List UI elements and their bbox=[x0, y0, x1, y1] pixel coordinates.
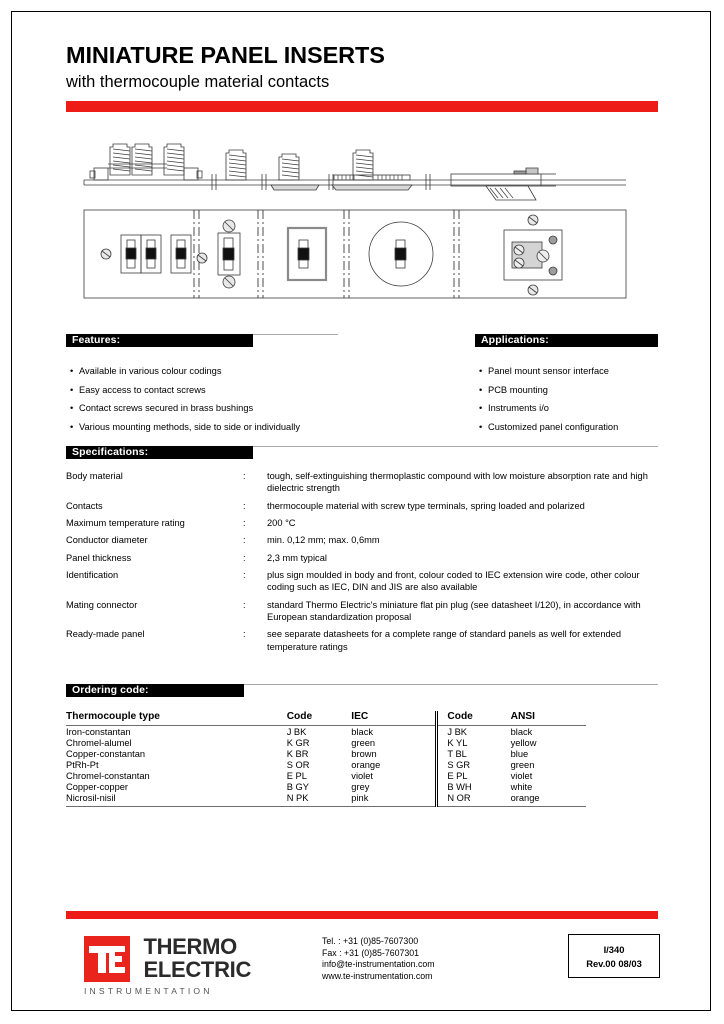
spec-separator: : bbox=[243, 500, 246, 511]
ordering-table bbox=[66, 711, 586, 807]
column-header-iec-code: Code bbox=[287, 711, 352, 726]
cell-iec-code: E PL bbox=[286, 770, 307, 781]
cell-type: Copper-constantan bbox=[66, 748, 146, 759]
cell-type: Chromel-alumel bbox=[66, 737, 132, 748]
column-header-ansi-colour: ANSI bbox=[511, 711, 586, 726]
table-row bbox=[66, 737, 586, 748]
cell-type: PtRh-Pt bbox=[66, 759, 99, 770]
spec-label: Maximum temperature rating bbox=[66, 517, 185, 528]
spec-row bbox=[66, 552, 658, 564]
spec-label: Identification bbox=[66, 570, 119, 581]
list-item: • Contact screws secured in brass bushings bbox=[70, 399, 450, 418]
contact-email[interactable]: info@te-instrumentation.com bbox=[322, 959, 435, 970]
specifications-heading: Specifications: bbox=[66, 446, 253, 459]
list-item: • Various mounting methods, side to side or individually bbox=[70, 418, 450, 437]
contact-tel: Tel. : +31 (0)85-7607300 bbox=[322, 936, 419, 946]
bullet-icon: • bbox=[479, 366, 483, 376]
spec-value: min. 0,12 mm; max. 0,6mm bbox=[267, 535, 380, 546]
cell-iec-code: K GR bbox=[286, 737, 310, 748]
cell-ansi-colour: black bbox=[510, 726, 533, 737]
cell-iec-colour: black bbox=[351, 726, 374, 737]
spec-label: Conductor diameter bbox=[66, 535, 148, 546]
spec-separator: : bbox=[243, 517, 246, 528]
ordering-heading: Ordering code: bbox=[66, 684, 244, 697]
features-heading: Features: bbox=[66, 334, 253, 347]
logo-line-2: ELECTRIC bbox=[143, 956, 252, 982]
cell-ansi-colour: violet bbox=[510, 770, 533, 781]
cell-type: Nicrosil-nisil bbox=[66, 793, 287, 807]
contact-website[interactable]: www.te-instrumentation.com bbox=[322, 970, 433, 981]
bullet-icon: • bbox=[70, 421, 74, 432]
spec-row bbox=[66, 470, 658, 494]
spec-row bbox=[66, 500, 658, 512]
spec-label: Ready-made panel bbox=[66, 629, 145, 640]
cell-iec-colour: brown bbox=[351, 748, 377, 759]
spec-value: 200 °C bbox=[267, 517, 296, 528]
list-item: • Easy access to contact screws bbox=[70, 381, 450, 400]
list-item: • Available in various colour codings bbox=[70, 362, 450, 381]
page-subtitle: with thermocouple material contacts bbox=[66, 73, 330, 91]
contact-fax: Fax : +31 (0)85-7607301 bbox=[322, 947, 420, 958]
product-technical-drawing bbox=[66, 130, 658, 315]
cell-iec-colour: violet bbox=[351, 770, 374, 781]
spec-separator: : bbox=[243, 570, 246, 581]
document-code: I/340 bbox=[603, 944, 625, 955]
spec-value: thermocouple material with screw type terminals, spring loaded and polarized bbox=[267, 500, 585, 511]
cell-iec-code: S OR bbox=[286, 759, 310, 770]
bullet-icon: • bbox=[479, 403, 483, 414]
cell-ansi-colour: orange bbox=[511, 793, 586, 807]
spec-row bbox=[66, 628, 658, 652]
cell-ansi-code: B WH bbox=[437, 781, 511, 792]
cell-iec-colour: pink bbox=[351, 793, 437, 807]
applications-list bbox=[479, 362, 679, 436]
spec-label: Mating connector bbox=[66, 599, 138, 610]
logo-wordmark bbox=[143, 936, 251, 981]
column-header-type: Thermocouple type bbox=[66, 711, 287, 726]
spec-separator: : bbox=[243, 552, 246, 563]
cell-iec-colour: green bbox=[351, 737, 376, 748]
cell-ansi-code: T BL bbox=[437, 748, 511, 759]
company-logo bbox=[84, 934, 252, 996]
column-header-iec-colour: IEC bbox=[351, 711, 437, 726]
logo-tagline: INSTRUMENTATION bbox=[84, 986, 213, 996]
spec-row bbox=[66, 517, 658, 529]
table-row bbox=[66, 781, 586, 792]
bullet-icon: • bbox=[70, 403, 74, 414]
table-header-row bbox=[66, 711, 586, 726]
list-item: • PCB mounting bbox=[479, 381, 679, 400]
spec-separator: : bbox=[243, 599, 246, 610]
spec-value: see separate datasheets for a complete range of standard panels as well for extended temperature ratings bbox=[267, 629, 622, 652]
cell-iec-colour: grey bbox=[351, 782, 370, 793]
spec-row bbox=[66, 599, 658, 623]
table-row bbox=[66, 793, 586, 807]
spec-separator: : bbox=[243, 471, 246, 481]
document-revision: Rev.00 08/03 bbox=[586, 958, 642, 969]
cell-iec-code: K BR bbox=[286, 748, 309, 759]
logo-line-1: THERMO bbox=[143, 934, 237, 959]
page-title: MINIATURE PANEL INSERTS bbox=[66, 42, 385, 68]
spec-label: Contacts bbox=[66, 500, 103, 511]
te-monogram-icon bbox=[84, 936, 130, 982]
cell-type: Iron-constantan bbox=[66, 726, 131, 737]
cell-iec-code: N PK bbox=[287, 793, 352, 807]
cell-ansi-code: J BK bbox=[437, 726, 511, 738]
table-row bbox=[66, 770, 586, 781]
bullet-icon: • bbox=[479, 384, 483, 395]
cell-iec-code: J BK bbox=[286, 726, 307, 737]
document-code-box bbox=[568, 934, 660, 978]
cell-ansi-colour: green bbox=[510, 759, 535, 770]
list-item: • Customized panel configuration bbox=[479, 418, 679, 437]
cell-type: Chromel-constantan bbox=[66, 770, 150, 781]
contact-details bbox=[322, 936, 435, 982]
cell-ansi-colour: blue bbox=[510, 748, 529, 759]
table-row bbox=[66, 726, 586, 738]
features-list bbox=[70, 362, 450, 436]
table-row bbox=[66, 748, 586, 759]
spec-value: standard Thermo Electric's miniature flat pin plug (see datasheet I/120), in accordance with European standardization proposal bbox=[267, 599, 641, 622]
cell-type: Copper-copper bbox=[66, 782, 129, 793]
spec-row bbox=[66, 569, 658, 593]
specifications-table bbox=[66, 470, 658, 658]
spec-label: Panel thickness bbox=[66, 552, 132, 563]
features-heading-rule bbox=[253, 334, 338, 335]
spec-separator: : bbox=[243, 535, 246, 546]
header-red-bar bbox=[66, 101, 658, 112]
bullet-icon: • bbox=[479, 421, 483, 432]
cell-ansi-colour: yellow bbox=[510, 737, 537, 748]
cell-iec-code: B GY bbox=[286, 782, 309, 793]
spec-value: 2,3 mm typical bbox=[267, 552, 327, 563]
applications-heading: Applications: bbox=[475, 334, 658, 347]
cell-ansi-code: S GR bbox=[437, 759, 511, 770]
list-item: • Instruments i/o bbox=[479, 399, 679, 418]
ordering-heading-rule bbox=[244, 684, 658, 685]
cell-iec-colour: orange bbox=[351, 759, 381, 770]
spec-value: plus sign moulded in body and front, colour coded to IEC extension wire code, other colour coding such as IEC, DIN and JIS are also available bbox=[267, 570, 640, 593]
spec-separator: : bbox=[243, 629, 246, 640]
list-item: • Panel mount sensor interface bbox=[479, 362, 679, 381]
column-header-ansi-code: Code bbox=[437, 711, 511, 726]
ordering-table-wrap bbox=[66, 711, 586, 807]
cell-ansi-code: N OR bbox=[437, 793, 511, 807]
bullet-icon: • bbox=[70, 384, 74, 395]
cell-ansi-code: K YL bbox=[437, 737, 511, 748]
spec-row bbox=[66, 534, 658, 546]
table-row bbox=[66, 759, 586, 770]
cell-ansi-colour: white bbox=[510, 782, 533, 793]
cell-ansi-code: E PL bbox=[437, 770, 511, 781]
spec-label: Body material bbox=[66, 471, 123, 481]
specifications-heading-rule bbox=[253, 446, 658, 447]
footer-red-bar bbox=[66, 911, 658, 919]
bullet-icon: • bbox=[70, 366, 74, 376]
spec-value: tough, self-extinguishing thermoplastic compound with low moisture absorption rate and high dielectric strength bbox=[267, 471, 648, 494]
